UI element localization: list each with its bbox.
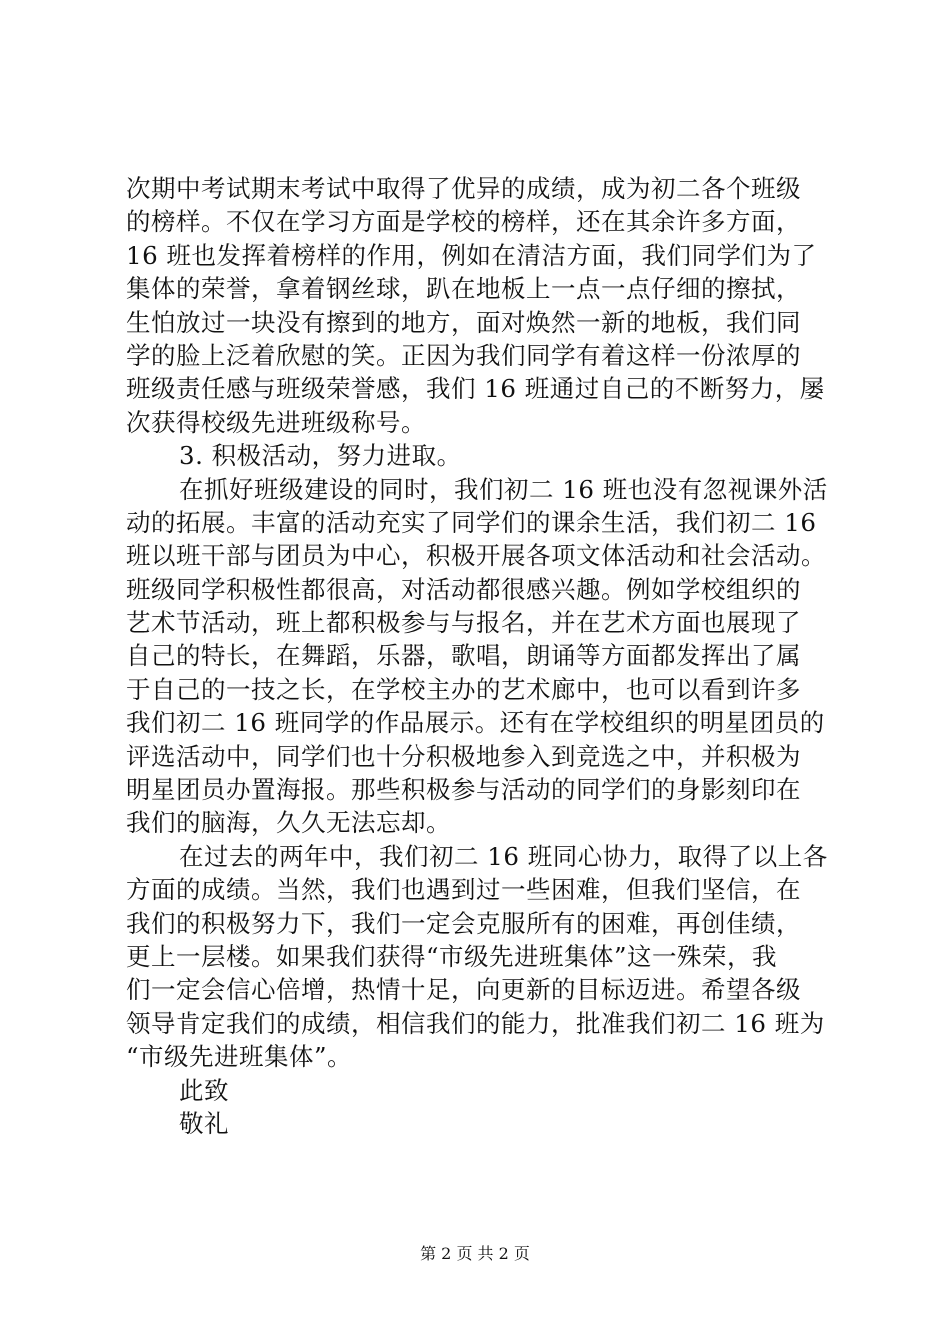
text-line: 班级同学积极性都很高，对活动都很感兴趣。例如学校组织的 <box>126 574 801 604</box>
text-line: 集体的荣誉，拿着钢丝球，趴在地板上一点一点仔细的擦拭， <box>126 274 801 304</box>
page-number-footer: 第 2 页 共 2 页 <box>420 1244 530 1263</box>
text-line: 班以班干部与团员为中心，积极开展各项文体活动和社会活动。 <box>126 541 826 571</box>
closing-regards: 敬礼 <box>179 1108 229 1138</box>
document-body <box>126 172 836 1140</box>
text-line: 次期中考试期末考试中取得了优异的成绩，成为初二各个班级 <box>126 174 801 203</box>
text-line: 我们的脑海，久久无法忘却。 <box>126 808 451 838</box>
closing-salutation: 此致 <box>179 1075 229 1105</box>
paragraph-start-line: 在过去的两年中，我们初二 16 班同心协力，取得了以上各 <box>179 841 828 871</box>
text-line: 们一定会信心倍增，热情十足，向更新的目标迈进。希望各级 <box>126 975 801 1005</box>
section-heading: 3. 积极活动，努力进取。 <box>179 441 462 471</box>
text-line: 我们的积极努力下，我们一定会克服所有的困难，再创佳绩， <box>126 908 801 938</box>
text-line: 方面的成绩。当然，我们也遇到过一些困难，但我们坚信，在 <box>126 875 801 905</box>
text-line: 领导肯定我们的成绩，相信我们的能力，批准我们初二 16 班为 <box>126 1008 825 1038</box>
text-line: 学的脸上泛着欣慰的笑。正因为我们同学有着这样一份浓厚的 <box>126 340 801 370</box>
text-line: 16 班也发挥着榜样的作用，例如在清洁方面，我们同学们为了 <box>126 240 817 270</box>
text-line: 更上一层楼。如果我们获得“市级先进班集体”这一殊荣，我 <box>126 941 778 971</box>
text-line: 自己的特长，在舞蹈，乐器，歌唱，朗诵等方面都发挥出了属 <box>126 641 801 671</box>
text-line: 次获得校级先进班级称号。 <box>126 407 426 437</box>
text-line: 于自己的一技之长，在学校主办的艺术廊中，也可以看到许多 <box>126 674 801 704</box>
text-line: “市级先进班集体”。 <box>126 1042 353 1072</box>
text-line: 生怕放过一块没有擦到的地方，面对焕然一新的地板，我们同 <box>126 307 801 337</box>
text-line: 艺术节活动，班上都积极参与与报名，并在艺术方面也展现了 <box>126 608 801 638</box>
text-line: 班级责任感与班级荣誉感，我们 16 班通过自己的不断努力，屡 <box>126 374 825 404</box>
text-line: 动的拓展。丰富的活动充实了同学们的课余生活，我们初二 16 <box>126 507 817 537</box>
text-line: 我们初二 16 班同学的作品展示。还有在学校组织的明星团员的 <box>126 708 825 738</box>
text-line: 明星团员办置海报。那些积极参与活动的同学们的身影刻印在 <box>126 775 801 805</box>
paragraph-start-line: 在抓好班级建设的同时，我们初二 16 班也没有忽视课外活 <box>179 474 828 504</box>
text-line: 评选活动中，同学们也十分积极地参入到竞选之中，并积极为 <box>126 741 801 771</box>
text-line: 的榜样。不仅在学习方面是学校的榜样，还在其余许多方面， <box>126 207 801 237</box>
